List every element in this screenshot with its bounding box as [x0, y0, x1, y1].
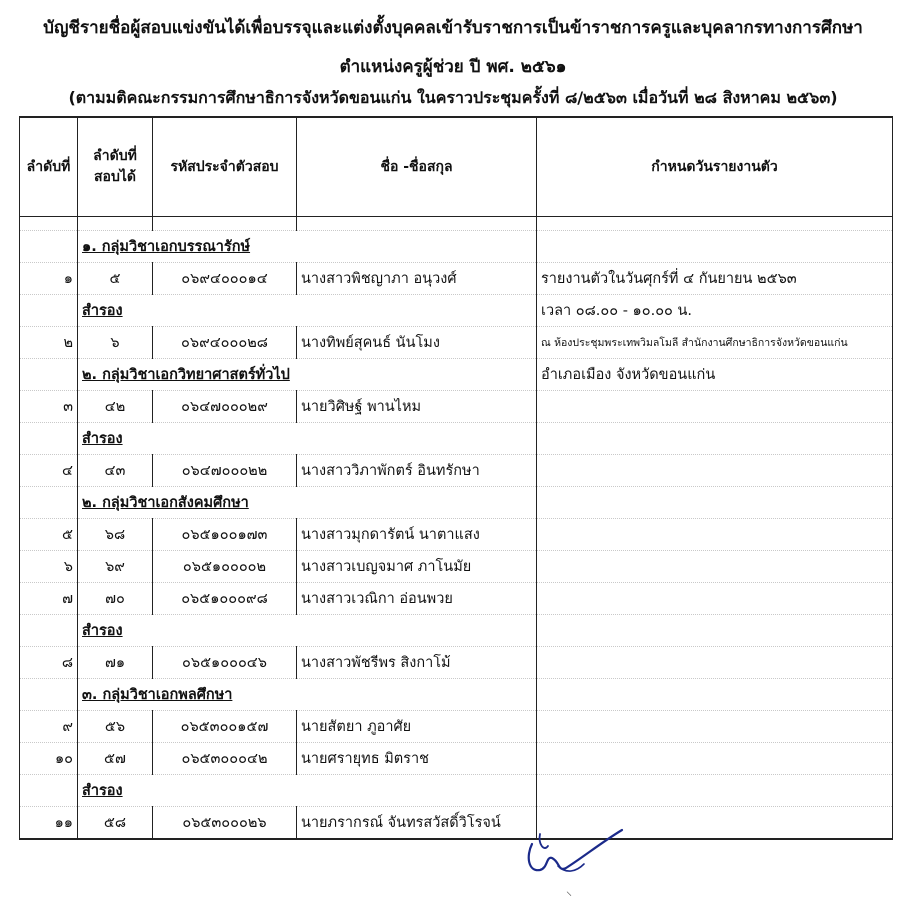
- empty-cell: [20, 679, 78, 711]
- name-cell: นางสาวมุกดารัตน์ นาตาแสง: [297, 519, 537, 551]
- report-cell: [537, 487, 893, 519]
- table-spacer-row: [20, 217, 893, 231]
- empty-cell: [78, 217, 153, 231]
- name-cell: นายภรากรณ์ จันทรสวัสดิ์วิโรจน์: [297, 807, 537, 840]
- report-cell: [537, 711, 893, 743]
- candidate-table: [19, 116, 893, 840]
- exam-id-cell: ๐๖๔๗๐๐๐๒๒: [153, 455, 297, 487]
- group-cell: [78, 295, 537, 327]
- group-row: [20, 295, 893, 327]
- report-cell: [537, 519, 893, 551]
- report-cell: [537, 583, 893, 615]
- group-cell: [78, 359, 537, 391]
- rank-cell: ๕: [78, 263, 153, 295]
- order-cell: ๔: [20, 455, 78, 487]
- empty-cell: [297, 217, 537, 231]
- exam-id-cell: ๐๖๕๑๐๐๐๐๒: [153, 551, 297, 583]
- empty-cell: [20, 359, 78, 391]
- group-row: [20, 615, 893, 647]
- report-cell: [537, 551, 893, 583]
- group-cell: [78, 231, 537, 263]
- table-row: [20, 455, 893, 487]
- exam-id-cell: ๐๖๙๔๐๐๐๑๔: [153, 263, 297, 295]
- report-cell: [537, 647, 893, 679]
- order-cell: ๑๐: [20, 743, 78, 775]
- group-row: [20, 679, 893, 711]
- table-row: [20, 551, 893, 583]
- name-cell: นางทิพย์สุคนธ์ นันโมง: [297, 327, 537, 359]
- table-row: [20, 807, 893, 840]
- group-cell: [78, 487, 537, 519]
- header-order: ลำดับที่: [20, 117, 78, 217]
- empty-cell: [20, 487, 78, 519]
- header-exam-id: รหัสประจำตัวสอบ: [153, 117, 297, 217]
- table-row: [20, 743, 893, 775]
- group-label: ๑. กลุ่มวิชาเอกบรรณารักษ์: [82, 239, 251, 255]
- group-label: สำรอง: [82, 431, 123, 447]
- order-cell: ๙: [20, 711, 78, 743]
- exam-id-cell: ๐๖๕๑๐๐๐๔๖: [153, 647, 297, 679]
- report-cell: [537, 775, 893, 807]
- rank-cell: ๗๑: [78, 647, 153, 679]
- table-header-row: [20, 117, 893, 217]
- header-report: กำหนดวันรายงานตัว: [537, 117, 893, 217]
- rank-cell: ๕๘: [78, 807, 153, 840]
- report-line: อำเภอเมือง จังหวัดขอนแก่น: [537, 359, 893, 391]
- report-cell: [537, 743, 893, 775]
- exam-id-cell: ๐๖๕๓๐๐๐๒๖: [153, 807, 297, 840]
- group-label: ๓. กลุ่มวิชาเอกพลศึกษา: [82, 687, 233, 703]
- report-cell: [537, 231, 893, 263]
- rank-cell: ๕๗: [78, 743, 153, 775]
- empty-cell: [20, 295, 78, 327]
- table-row: [20, 711, 893, 743]
- table-row: [20, 391, 893, 423]
- table-row: [20, 647, 893, 679]
- exam-id-cell: ๐๖๕๑๐๐๑๗๓: [153, 519, 297, 551]
- rank-cell: ๕๖: [78, 711, 153, 743]
- name-cell: นางสาววิภาพักตร์ อินทรักษา: [297, 455, 537, 487]
- exam-id-cell: ๐๖๕๓๐๐๑๕๗: [153, 711, 297, 743]
- order-cell: ๒: [20, 327, 78, 359]
- rank-cell: ๔๒: [78, 391, 153, 423]
- group-label: ๒. กลุ่มวิชาเอกวิทยาศาสตร์ทั่วไป: [82, 367, 290, 383]
- group-label: ๒. กลุ่มวิชาเอกสังคมศึกษา: [82, 495, 249, 511]
- group-cell: [78, 679, 537, 711]
- empty-cell: [20, 217, 78, 231]
- report-line: ณ ห้องประชุมพระเทพวิมลโมลี สำนักงานศึกษาธิการจังหวัดขอนแก่น: [537, 327, 893, 359]
- name-cell: นางสาวเบญจมาศ ภาโนมัย: [297, 551, 537, 583]
- header-name: ชื่อ -ชื่อสกุล: [297, 117, 537, 217]
- empty-cell: [20, 231, 78, 263]
- table-row: [20, 583, 893, 615]
- name-cell: นางสาวเวณิกา อ่อนพวย: [297, 583, 537, 615]
- rank-cell: ๖๙: [78, 551, 153, 583]
- group-cell: [78, 615, 537, 647]
- report-cell: [537, 423, 893, 455]
- group-row: [20, 231, 893, 263]
- name-cell: นางสาวพิชญาภา อนุวงศ์: [297, 263, 537, 295]
- table-body: [20, 217, 893, 840]
- group-cell: [78, 423, 537, 455]
- empty-cell: [20, 775, 78, 807]
- table-row: [20, 519, 893, 551]
- order-cell: ๕: [20, 519, 78, 551]
- order-cell: ๗: [20, 583, 78, 615]
- document-subtitle-resolution: (ตามมติคณะกรรมการศึกษาธิการจังหวัดขอนแก่น ในคราวประชุมครั้งที่ ๘/๒๕๖๓ เมื่อวันที่ ๒๘ สิงหาคม ๒๕๖๓): [68, 88, 838, 107]
- name-cell: นายวิศิษฐ์ พานไหม: [297, 391, 537, 423]
- name-cell: นางสาวพัชรีพร สิงกาโม้: [297, 647, 537, 679]
- empty-cell: [537, 217, 893, 231]
- report-cell: [537, 455, 893, 487]
- order-cell: ๓: [20, 391, 78, 423]
- rank-cell: ๖: [78, 327, 153, 359]
- exam-id-cell: ๐๖๕๓๐๐๐๔๒: [153, 743, 297, 775]
- name-cell: นายศรายุทธ มิตราช: [297, 743, 537, 775]
- group-label: สำรอง: [82, 783, 123, 799]
- report-line: เวลา ๐๘.๐๐ - ๑๐.๐๐ น.: [537, 295, 893, 327]
- group-cell: [78, 775, 537, 807]
- report-cell: [537, 679, 893, 711]
- header-rank: ลำดับที่สอบได้: [78, 117, 153, 217]
- group-row: [20, 359, 893, 391]
- exam-id-cell: ๐๖๔๗๐๐๐๒๙: [153, 391, 297, 423]
- document-title: บัญชีรายชื่อผู้สอบแข่งขันได้เพื่อบรรจุและแต่งตั้งบุคคลเข้ารับราชการเป็นข้าราชการครูและบุคลากรทางการศึกษา: [43, 18, 863, 38]
- exam-id-cell: ๐๖๕๑๐๐๐๙๘: [153, 583, 297, 615]
- group-label: สำรอง: [82, 623, 123, 639]
- table-row: [20, 263, 893, 295]
- empty-cell: [20, 615, 78, 647]
- group-row: [20, 487, 893, 519]
- group-row: [20, 775, 893, 807]
- order-cell: ๑: [20, 263, 78, 295]
- name-cell: นายสัตยา ภูอาศัย: [297, 711, 537, 743]
- group-row: [20, 423, 893, 455]
- group-label: สำรอง: [82, 303, 123, 319]
- order-cell: ๘: [20, 647, 78, 679]
- report-cell: [537, 391, 893, 423]
- signature-image: [518, 822, 628, 884]
- order-cell: ๖: [20, 551, 78, 583]
- report-cell: [537, 615, 893, 647]
- document-subtitle-position: ตำแหน่งครูผู้ช่วย ปี พศ. ๒๕๖๑: [339, 57, 567, 77]
- rank-cell: ๗๐: [78, 583, 153, 615]
- empty-cell: [20, 423, 78, 455]
- order-cell: ๑๑: [20, 807, 78, 840]
- empty-cell: [153, 217, 297, 231]
- exam-id-cell: ๐๖๙๔๐๐๐๒๘: [153, 327, 297, 359]
- signature-tick-mark: ⸜: [566, 884, 573, 898]
- rank-cell: ๖๘: [78, 519, 153, 551]
- table-row: [20, 327, 893, 359]
- report-line: รายงานตัวในวันศุกร์ที่ ๔ กันยายน ๒๕๖๓: [537, 263, 893, 295]
- rank-cell: ๔๓: [78, 455, 153, 487]
